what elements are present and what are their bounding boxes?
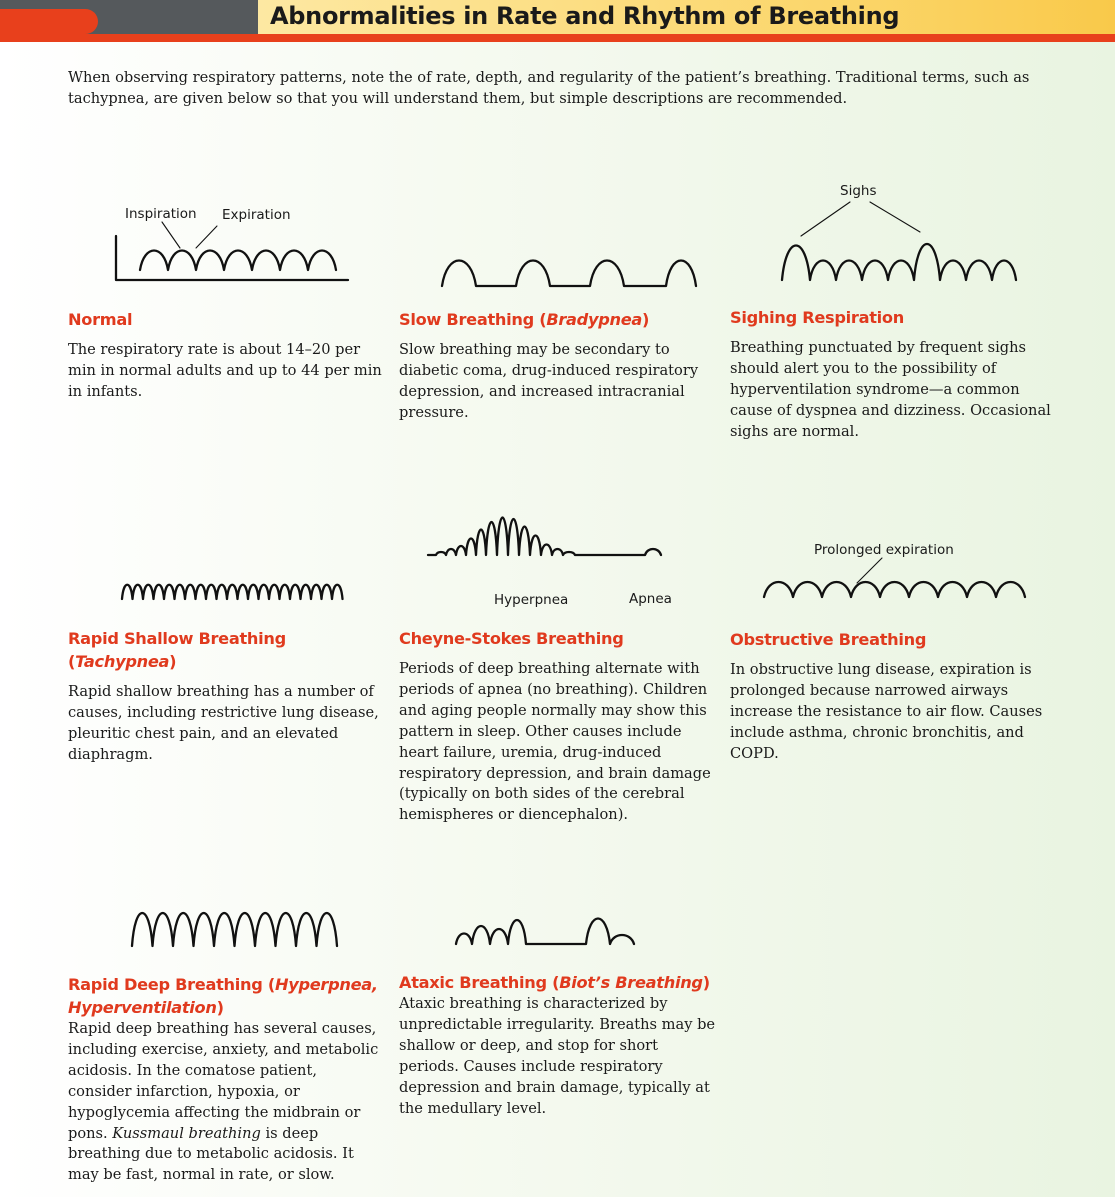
obstructive-wave — [764, 582, 1025, 597]
sigh-pointer-right — [870, 202, 920, 232]
sighing-waveform — [782, 202, 1016, 280]
slow-breathing-wave — [442, 261, 696, 287]
rapid-shallow-title — [68, 627, 386, 673]
slow-breathing-title — [399, 308, 704, 331]
obstructive-title: Obstructive Breathing — [730, 630, 927, 649]
title-term: Hyperpnea, Hyperventilation — [68, 975, 378, 1017]
inspiration-pointer — [162, 222, 180, 248]
rapid-shallow-description: Rapid shallow breathing has a number of causes, including restrictive lung disease, pleuritic chest pain, and an elevated diaphragm. — [68, 683, 379, 763]
ataxic-section — [399, 971, 721, 1119]
title-text: Rapid Deep Breathing ( — [68, 975, 275, 994]
normal-description: The respiratory rate is about 14–20 per min in normal adults and up to 44 per min in infants. — [68, 341, 382, 400]
title-text: Slow Breathing ( — [399, 310, 547, 329]
expiration-pointer — [196, 226, 217, 248]
kussmaul-term: Kussmaul breathing — [112, 1124, 261, 1142]
obstructive-description: In obstructive lung disease, expiration is prolonged because narrowed airways increase the resistance to air flow. Causes include asthma, chronic bronchitis, and COPD. — [730, 661, 1043, 762]
intro-paragraph: When observing respiratory patterns, note the of rate, depth, and regularity of the patient’s breathing. Traditional terms, such as tachypnea, are given below so that you will understand them, but simple descriptions are recommended. — [68, 69, 1030, 107]
title-text: Ataxic Breathing ( — [399, 973, 560, 992]
hyperpnea-label: Hyperpnea — [494, 592, 569, 608]
rapid-deep-title — [68, 973, 380, 1019]
obstructive-waveform — [764, 558, 1025, 597]
ataxic-title — [399, 971, 721, 994]
rapid-deep-description — [68, 1019, 380, 1186]
page-title: Abnormalities in Rate and Rhythm of Breathing — [270, 2, 900, 30]
ataxic-description: Ataxic breathing is characterized by unpredictable irregularity. Breaths may be shallow or deep, and stop for short periods. Causes include respiratory depression and brain damage, typically at the medullary level. — [399, 995, 716, 1117]
title-term: Biot’s Breathing — [559, 973, 703, 992]
sigh-pointer-left — [801, 202, 850, 236]
sighing-title: Sighing Respiration — [730, 308, 904, 327]
hyperpnea-wave — [132, 913, 337, 946]
title-end: ) — [642, 310, 650, 329]
body-text: is deep breathing due to metabolic acidosis. It may be fast, normal in rate, or slow. — [68, 1124, 354, 1184]
apnea-label: Apnea — [629, 591, 672, 607]
cheyne-stokes-description: Periods of deep breathing alternate with periods of apnea (no breathing). Children and aging people normally may show this pattern in sleep. Other causes include heart failure, uremia, drug-induced respiratory depression, and brain damage (typically on both sides of the cerebral hemispheres or diencephalon). — [399, 660, 711, 824]
prolonged-expiration-label: Prolonged expiration — [814, 542, 954, 558]
sighing-section — [730, 306, 1060, 443]
sighing-description: Breathing punctuated by frequent sighs should alert you to the possibility of hyperventilation syndrome—a common cause of dyspnea and dizziness. Occasional sighs are normal. — [730, 339, 1051, 440]
tachypnea-wave — [122, 585, 343, 599]
title-end: ) — [216, 998, 224, 1017]
sighs-label: Sighs — [840, 183, 877, 199]
obstructive-section — [730, 628, 1075, 765]
sighing-wave — [782, 244, 1016, 280]
cheyne-stokes-wave — [428, 518, 661, 556]
slow-breathing-section — [399, 308, 704, 424]
cheyne-stokes-title: Cheyne-Stokes Breathing — [399, 629, 624, 648]
normal-wave — [140, 251, 336, 271]
expiration-label: Expiration — [222, 207, 291, 223]
rapid-shallow-section — [68, 627, 386, 766]
slow-breathing-description: Slow breathing may be secondary to diabetic coma, drug-induced respiratory depression, and increased intracranial pressure. — [399, 341, 699, 421]
title-end: ) — [702, 973, 710, 992]
prolonged-expiration-pointer — [857, 558, 882, 583]
normal-section — [68, 308, 388, 403]
normal-title: Normal — [68, 310, 133, 329]
title-term: Tachypnea — [75, 652, 170, 671]
title-text: Rapid Shallow Breathing ( — [68, 629, 286, 671]
title-term: Bradypnea — [546, 310, 643, 329]
rapid-deep-section — [68, 973, 380, 1186]
inspiration-label: Inspiration — [125, 206, 197, 222]
body-text: Rapid deep breathing has several causes, including exercise, anxiety, and metabolic acidosis. In the comatose patient, consider infarction, hypoxia, or hypoglycemia affecting the midbrain or pons. — [68, 1020, 379, 1142]
ataxic-wave — [456, 919, 634, 945]
normal-waveform — [116, 222, 348, 280]
cheyne-stokes-section — [399, 627, 717, 826]
title-end: ) — [169, 652, 177, 671]
